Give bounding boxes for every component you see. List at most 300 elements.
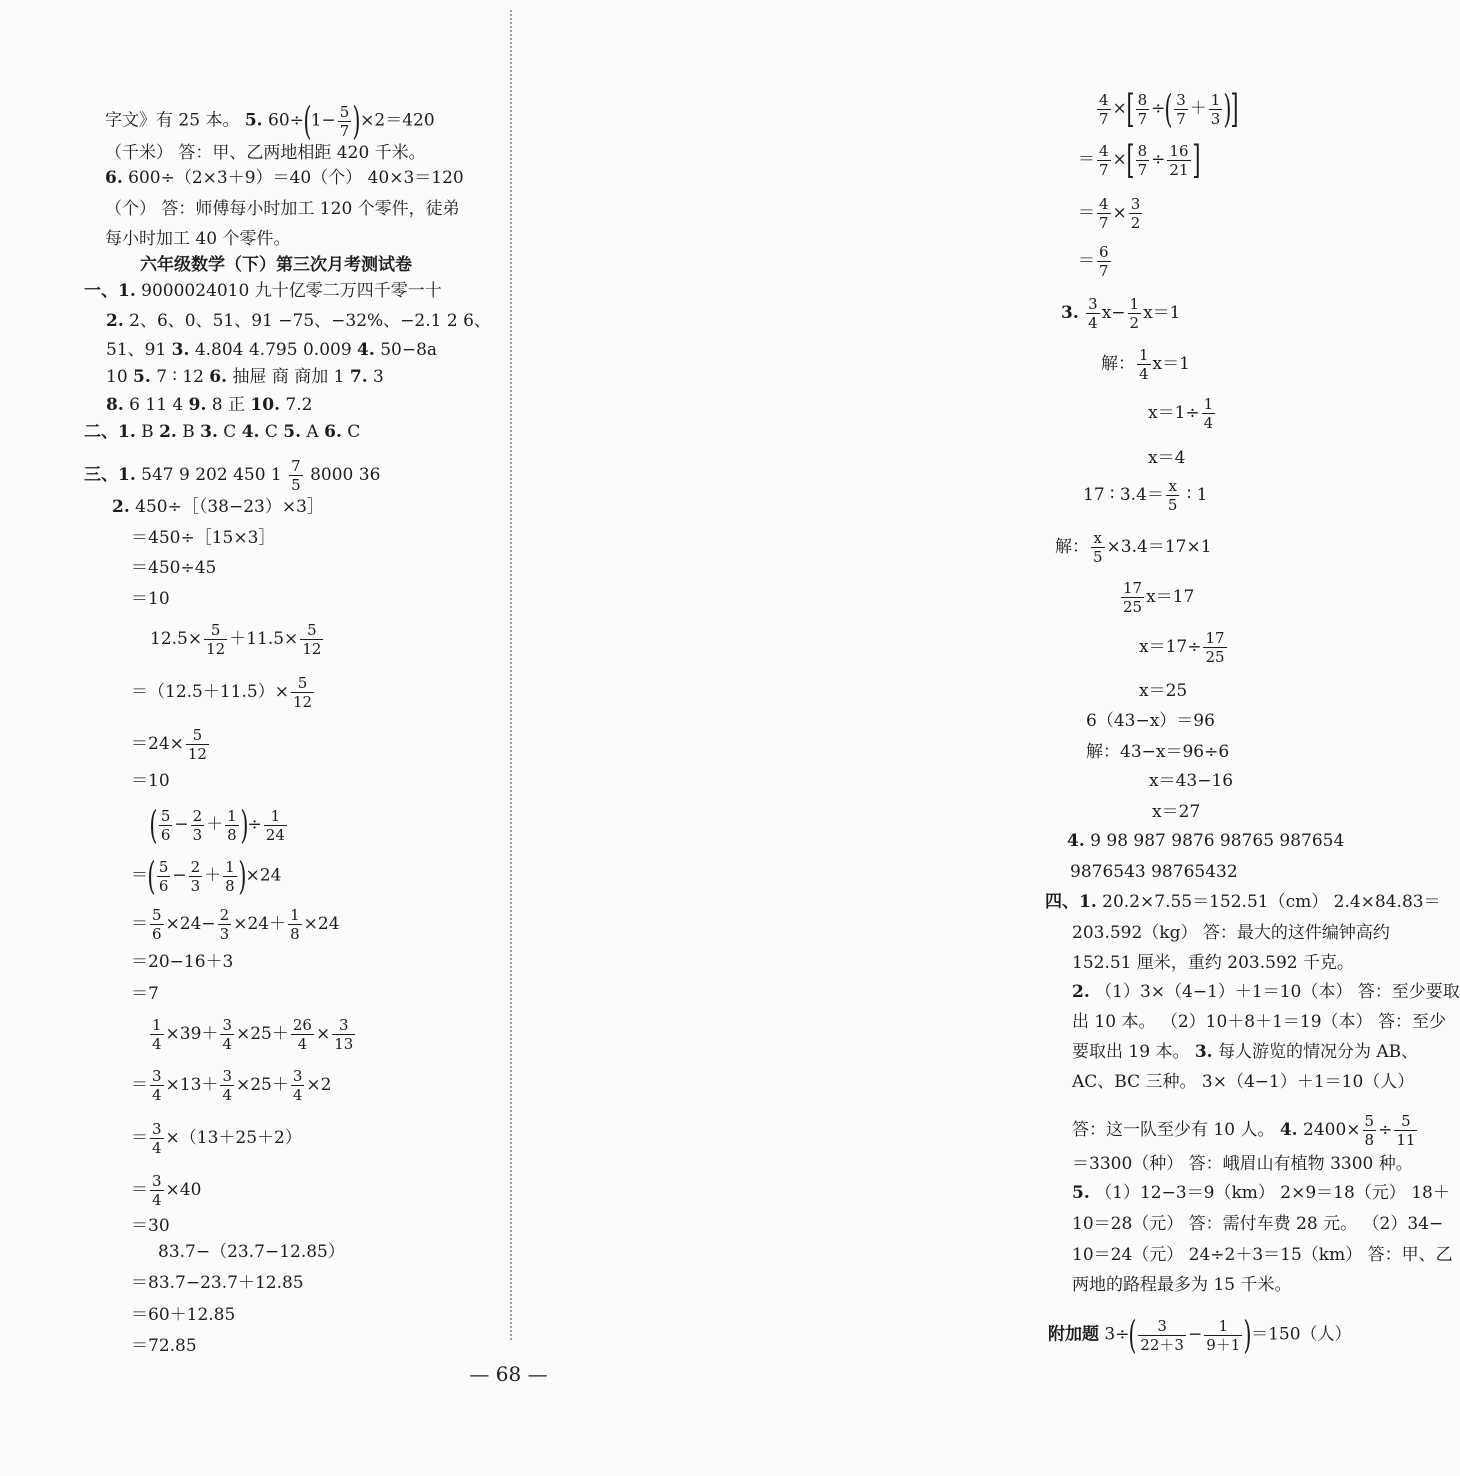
question-number: 6. (209, 367, 228, 387)
denominator: 9＋1 (1206, 1335, 1241, 1354)
question-number: 附加题 (1048, 1324, 1099, 1345)
answer-line (1072, 1213, 1443, 1235)
large-bracket: [ (1126, 138, 1135, 182)
answer-line (1078, 196, 1144, 231)
numerator: 3 (332, 1017, 355, 1035)
text-run: x− (1101, 303, 1126, 323)
text-run: x＝1÷ (1148, 403, 1200, 423)
numerator: 3 (222, 1016, 232, 1034)
text-run: C (217, 422, 242, 442)
denominator: 12 (187, 745, 207, 763)
fraction (1202, 396, 1216, 431)
fraction (220, 1017, 234, 1052)
answer-line (1119, 580, 1194, 615)
answer-line (105, 142, 426, 164)
numerator: x (1166, 478, 1180, 496)
text-run: 字文》有 25 本。 (105, 110, 245, 131)
answer-line (1072, 1244, 1453, 1266)
answer-line (106, 339, 437, 361)
text-run: × (315, 1024, 331, 1044)
answer-line (131, 951, 233, 973)
text-run: ×（13＋25＋2） (165, 1128, 302, 1148)
text-run: ÷ (1151, 98, 1166, 119)
numerator: 3 (1088, 295, 1098, 313)
numerator: 3 (292, 1067, 303, 1085)
denominator: 7 (1099, 214, 1109, 232)
answer-line (1072, 1274, 1291, 1296)
text-run: （1）12−3＝9（km） 2×9＝18（元） 18＋ (1089, 1183, 1450, 1203)
fraction (1086, 296, 1100, 331)
fraction (189, 859, 203, 894)
text-run: A (301, 422, 325, 442)
text-run: 解： (1101, 354, 1135, 374)
answer-line (158, 1241, 345, 1263)
large-bracket: ( (147, 854, 156, 898)
denominator: 12 (292, 693, 313, 711)
text-run (1079, 303, 1084, 323)
answer-line (131, 675, 316, 710)
text-run: x＝17 (1146, 587, 1195, 607)
question-number: 四、1. (1045, 892, 1097, 912)
text-run: x＝27 (1152, 802, 1201, 822)
answer-line (1072, 1113, 1419, 1148)
fraction (1166, 478, 1180, 513)
large-bracket: ( (303, 99, 312, 143)
text-run: ＝3300（种） 答：峨眉山有植物 3300 种。 (1072, 1154, 1413, 1174)
numerator: 1 (225, 857, 235, 876)
fraction (186, 727, 209, 762)
text-run: 450÷［（38−23）×3］ (129, 497, 324, 517)
text-run: 83.7−（23.7−12.85） (158, 1242, 345, 1262)
fraction (1167, 143, 1190, 178)
text-run: 600÷（2×3＋9）＝40（个） 40×3＝120 (122, 168, 464, 188)
denominator: 7 (1099, 109, 1109, 128)
text-run: 6（43−x）＝96 (1086, 711, 1215, 731)
answer-line (1078, 138, 1201, 182)
denominator: 4 (1139, 365, 1149, 383)
text-run: 要取出 19 本。 (1072, 1042, 1195, 1062)
answer-line (1048, 1313, 1352, 1357)
text-run: ×13＋ (165, 1075, 219, 1095)
question-number: 3. (200, 422, 218, 442)
text-run: × (1112, 203, 1127, 223)
answer-line (1139, 680, 1187, 702)
text-run: ×24＋ (233, 914, 287, 934)
answer-line (1072, 1182, 1450, 1204)
denominator: 2 (1129, 314, 1140, 332)
answer-line (1101, 347, 1190, 382)
text-run: ＋ (204, 865, 222, 886)
numerator: 1 (1129, 295, 1140, 313)
fraction (220, 1068, 234, 1103)
fraction (1136, 92, 1150, 127)
text-run: x＝1 (1152, 354, 1190, 374)
text-run: ×24 (303, 914, 340, 934)
denominator: 7 (1099, 262, 1109, 280)
text-run: （个） 答：师傅每小时加工 120 个零件，徒弟 (105, 199, 460, 219)
fraction (291, 1017, 314, 1052)
denominator: 5 (1093, 548, 1103, 566)
text-run: 2、6、0、51、91 −75、−32%、−2.1 2 6、 (123, 311, 491, 331)
text-run: x＝25 (1139, 681, 1188, 701)
fraction (223, 859, 237, 894)
text-run: ＝7 (131, 984, 159, 1004)
numerator: 6 (1099, 243, 1109, 261)
text-run: ＝24× (131, 734, 184, 754)
question-number: 4. (357, 340, 375, 360)
text-run: B (176, 422, 201, 442)
answer-line (105, 167, 464, 189)
denominator: 12 (206, 640, 226, 658)
text-run: 8 正 (206, 395, 251, 415)
numerator: 5 (152, 906, 162, 924)
denominator: 8 (227, 825, 237, 844)
numerator: 1 (1139, 346, 1149, 364)
text-run: 10 (106, 367, 134, 387)
text-run: ＝ (131, 914, 148, 934)
question-number: 2. (112, 497, 130, 517)
answer-line (131, 527, 275, 549)
question-number: 7. (349, 367, 368, 387)
text-run: × (1112, 149, 1127, 170)
numerator: 3 (1130, 195, 1141, 213)
text-run: 1− (310, 110, 336, 131)
text-run: C (259, 422, 284, 442)
page-number: — 68 — (469, 1362, 548, 1386)
answer-line (1086, 710, 1215, 732)
text-run: AC、BC 三种。 3×（4−1）＋1＝10（人） (1072, 1072, 1415, 1092)
denominator: 11 (1396, 1131, 1416, 1149)
large-bracket: ] (1191, 138, 1201, 182)
text-run: 10＝24（元） 24÷2＋3＝15（km） 答：甲、乙 (1072, 1245, 1453, 1265)
text-run: ＝ (131, 865, 148, 886)
fraction (1204, 1318, 1242, 1353)
question-number: 4. (1279, 1120, 1298, 1140)
large-bracket: ) (1223, 87, 1232, 131)
denominator: 25 (1205, 648, 1225, 666)
numerator: 8 (1137, 141, 1148, 160)
text-run: 20.2×7.55＝152.51（cm） 2.4×84.83＝ (1096, 892, 1441, 912)
denominator: 8 (225, 876, 235, 895)
section-title (140, 254, 412, 276)
text-run: ＝450÷45 (131, 558, 217, 578)
text-run: ＋ (1189, 98, 1207, 119)
text-run: x＝43−16 (1149, 771, 1234, 791)
question-number: 一、1. (84, 281, 136, 301)
denominator: 4 (152, 1035, 162, 1053)
answer-line (1072, 981, 1460, 1003)
answer-line (1070, 861, 1238, 883)
numerator: 3 (152, 1172, 162, 1190)
fraction (1097, 196, 1111, 231)
answer-line (84, 458, 380, 493)
numerator: 8 (1137, 90, 1148, 109)
answer-line (105, 198, 460, 220)
fraction (1136, 143, 1150, 178)
numerator: 5 (1364, 1112, 1375, 1130)
numerator: 3 (222, 1067, 232, 1085)
denominator: 6 (158, 876, 169, 895)
text-run: ×24 (245, 865, 282, 886)
text-run: C (341, 422, 361, 442)
text-run: 每人游览的情况分为 AB、 (1212, 1042, 1419, 1062)
text-run: x＝1 (1143, 303, 1181, 323)
answer-line (1072, 1011, 1446, 1033)
fraction (1394, 1113, 1417, 1148)
text-run: 抽屉 商 商加 1 (227, 367, 350, 387)
text-run: B (135, 422, 160, 442)
denominator: 7 (1137, 109, 1148, 128)
denominator: 6 (152, 925, 162, 943)
text-run: ×2 (306, 1075, 332, 1095)
answer-line (131, 983, 159, 1005)
numerator: 3 (1138, 1318, 1186, 1336)
fraction (1137, 347, 1151, 382)
answer-line (106, 310, 491, 332)
question-number: 5. (133, 367, 151, 387)
numerator: 1 (264, 808, 287, 826)
fraction (1174, 92, 1188, 127)
numerator: 1 (1203, 395, 1214, 413)
answer-line (105, 228, 290, 250)
text-run: − (172, 865, 187, 886)
denominator: 25 (1123, 598, 1143, 616)
fraction (218, 907, 232, 942)
question-number: 6. (324, 422, 342, 442)
numerator: 5 (160, 806, 171, 825)
text-run: ＝ (131, 1180, 148, 1200)
text-run: × (1112, 98, 1127, 119)
denominator: 7 (1176, 109, 1186, 128)
fraction (150, 1121, 164, 1156)
text-run: 解：43−x＝96÷6 (1086, 742, 1230, 762)
fraction (1209, 92, 1223, 127)
text-run: 4.804 4.795 0.009 (189, 340, 358, 360)
question-number: 4. (241, 422, 260, 442)
question-number: 3. (1194, 1042, 1213, 1062)
numerator: 4 (1099, 90, 1109, 109)
text-run: ×24− (165, 914, 216, 934)
text-run: 152.51 厘米，重约 203.592 千克。 (1072, 953, 1354, 973)
text-run: ×3.4＝17×1 (1106, 537, 1212, 557)
numerator: 3 (1176, 90, 1186, 109)
large-bracket: ( (149, 803, 158, 847)
text-run: ＋11.5× (229, 629, 299, 649)
answer-line (1078, 244, 1113, 279)
answer-line (1083, 478, 1208, 513)
fraction (332, 1017, 355, 1052)
fraction (157, 859, 171, 894)
text-run: 8000 36 (304, 465, 381, 485)
answer-line (112, 496, 324, 518)
answer-line (131, 727, 211, 762)
answer-line (1072, 1041, 1418, 1063)
numerator: 4 (1099, 141, 1109, 160)
denominator: 4 (292, 1086, 303, 1104)
numerator: 7 (291, 457, 301, 475)
fraction (150, 1068, 164, 1103)
question-number: 5. (1072, 1183, 1090, 1203)
text-run: ×25＋ (235, 1075, 289, 1095)
text-run: ＝30 (131, 1216, 170, 1236)
fraction (264, 808, 287, 843)
fraction (1138, 1318, 1186, 1353)
fraction (1097, 92, 1111, 127)
fraction (225, 808, 239, 843)
denominator: 4 (152, 1086, 162, 1104)
numerator: 1 (290, 906, 300, 924)
large-bracket: ] (1230, 87, 1239, 131)
answer-line (131, 1272, 304, 1294)
numerator: 1 (152, 1016, 162, 1034)
answer-line (131, 1215, 170, 1237)
numerator: 5 (291, 675, 314, 693)
large-bracket: ) (240, 803, 249, 847)
numerator: 17 (1205, 629, 1225, 647)
answer-line (149, 803, 289, 847)
text-run: ÷ (1151, 149, 1166, 170)
fraction (289, 458, 303, 493)
numerator: 5 (158, 857, 169, 876)
text-run: ＝10 (131, 771, 170, 791)
answer-line (1149, 770, 1233, 792)
text-run: 出 10 本。 （2）10＋8＋1＝19（本） 答：至少 (1072, 1012, 1446, 1032)
text-run: 50−8a (374, 340, 438, 360)
text-run: 10＝28（元） 答：需付车费 28 元。 （2）34− (1072, 1214, 1444, 1234)
large-bracket: ) (1243, 1313, 1252, 1357)
text-run: ÷ (1378, 1120, 1393, 1140)
answer-line (1072, 1071, 1414, 1093)
answer-line (84, 421, 360, 443)
answer-line (131, 1068, 331, 1103)
text-run: ＝83.7−23.7＋12.85 (131, 1273, 304, 1293)
text-run: ×25＋ (235, 1024, 289, 1044)
denominator: 4 (1203, 414, 1214, 432)
answer-line (131, 588, 170, 610)
denominator: 4 (222, 1035, 232, 1053)
text-run: 答：这一队至少有 10 人。 (1072, 1120, 1280, 1140)
fraction (1128, 296, 1142, 331)
answer-line (1067, 830, 1344, 852)
text-run: 12.5× (150, 629, 203, 649)
question-number: 10. (250, 395, 280, 415)
answer-line (1072, 922, 1390, 944)
numerator: 4 (1099, 195, 1109, 213)
question-number: 5. (244, 110, 263, 131)
text-run: 547 9 202 450 1 (135, 465, 288, 485)
denominator: 5 (291, 476, 301, 494)
answer-line (131, 1335, 197, 1357)
text-run: 7 ∶ 12 (150, 367, 210, 387)
denominator: 3 (1210, 109, 1221, 128)
question-number: 8. (106, 395, 124, 415)
text-run: 9000024010 九十亿零二万四千零一十 (135, 281, 442, 301)
numerator: 1 (227, 806, 237, 825)
fraction (288, 907, 302, 942)
denominator: 4 (152, 1191, 162, 1209)
fraction (1129, 196, 1143, 231)
text-run: ＝20−16＋3 (131, 952, 234, 972)
fraction (338, 104, 352, 139)
denominator: 3 (192, 825, 203, 844)
fraction (291, 1068, 305, 1103)
numerator: 1 (1204, 1318, 1242, 1336)
numerator: x (1091, 530, 1105, 548)
question-number: 2. (1072, 982, 1090, 1002)
denominator: 6 (160, 825, 171, 844)
text-run: ＝（12.5＋11.5）× (131, 682, 289, 702)
numerator: 2 (190, 857, 201, 876)
denominator: 3 (219, 925, 230, 943)
text-run: ＝ (1078, 251, 1095, 271)
answer-line (106, 394, 312, 416)
answer-line (131, 1173, 201, 1208)
numerator: 5 (300, 622, 323, 640)
numerator: 5 (204, 622, 227, 640)
text-run: 每小时加工 40 个零件。 (105, 229, 291, 249)
numerator: 2 (192, 806, 203, 825)
text-run: ＝ (131, 1128, 148, 1148)
denominator: 7 (1099, 160, 1109, 179)
text-run: ＝ (131, 1075, 148, 1095)
denominator: 3 (190, 876, 201, 895)
answer-line (1152, 801, 1200, 823)
text-run: ＝10 (131, 589, 170, 609)
text-run: 7.2 (280, 395, 313, 415)
denominator: 7 (1137, 160, 1148, 179)
fraction (150, 1017, 164, 1052)
text-run: （千米） 答：甲、乙两地相距 420 千米。 (105, 143, 426, 163)
text-run: ＋ (206, 814, 224, 835)
denominator: 8 (290, 925, 300, 943)
text-run: 9876543 98765432 (1070, 862, 1238, 882)
text-run: ÷ (247, 814, 262, 835)
text-run: 203.592（kg） 答：最大的这件编钟高约 (1072, 923, 1390, 943)
question-number: 9. (188, 395, 207, 415)
text-run: ＝450÷［15×3］ (131, 528, 276, 548)
text-run: 9 98 987 9876 98765 987654 (1084, 831, 1345, 851)
text-run: 六年级数学（下）第三次月考测试卷 (140, 255, 412, 275)
large-bracket: ( (1128, 1313, 1137, 1357)
numerator: 5 (186, 727, 209, 745)
denominator: 24 (265, 825, 285, 844)
answer-line (1086, 741, 1229, 763)
answer-line (1148, 447, 1185, 469)
fraction (1203, 630, 1226, 665)
text-run: 解： (1055, 537, 1089, 557)
denominator: 22＋3 (1140, 1335, 1184, 1354)
denominator: 2 (1130, 214, 1141, 232)
numerator: 2 (219, 906, 230, 924)
answer-line (106, 366, 384, 388)
numerator: 3 (152, 1120, 162, 1138)
answer-line (1139, 630, 1229, 665)
text-run: ×2＝420 (360, 110, 435, 131)
answer-line (148, 1017, 357, 1052)
text-run: 60÷ (262, 110, 304, 131)
text-run: ×40 (165, 1180, 202, 1200)
text-run: − (174, 814, 189, 835)
answer-line (131, 1121, 302, 1156)
answer-line (131, 557, 216, 579)
text-run: ＝60＋12.85 (131, 1305, 236, 1325)
answer-line (131, 1304, 235, 1326)
text-run: （1）3×（4−1）＋1＝10（本） 答：至少要取 (1089, 982, 1460, 1002)
numerator: 16 (1169, 141, 1189, 160)
text-run: ∶ 1 (1181, 485, 1208, 505)
denominator: 13 (334, 1035, 354, 1053)
numerator: 26 (292, 1016, 312, 1034)
